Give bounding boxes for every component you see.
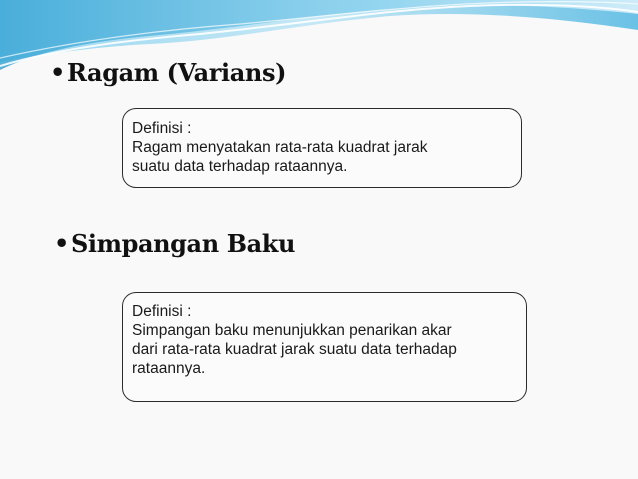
bullet: •	[50, 58, 65, 87]
definition-box-ragam	[122, 108, 522, 188]
bullet: •	[54, 229, 69, 258]
definition-text-line: dari rata-rata kuadrat jarak suatu data terhadap	[132, 341, 457, 358]
definition-text-line: rataannya.	[132, 360, 206, 377]
heading-text: Simpangan Baku	[70, 229, 296, 258]
definition-text-line: Simpangan baku menunjukkan penarikan akar	[132, 322, 452, 339]
definition-label: Definisi :	[132, 303, 192, 320]
definition-text-line: Ragam menyatakan rata-rata kuadrat jarak	[132, 139, 428, 156]
definition-text-line: suatu data terhadap rataannya.	[132, 158, 348, 175]
definition-label: Definisi :	[132, 120, 192, 137]
heading-ragam-varians	[50, 58, 286, 87]
definition-box-simpangan	[122, 292, 527, 402]
heading-simpangan-baku	[54, 229, 295, 258]
heading-text: Ragam (Varians)	[66, 58, 287, 87]
